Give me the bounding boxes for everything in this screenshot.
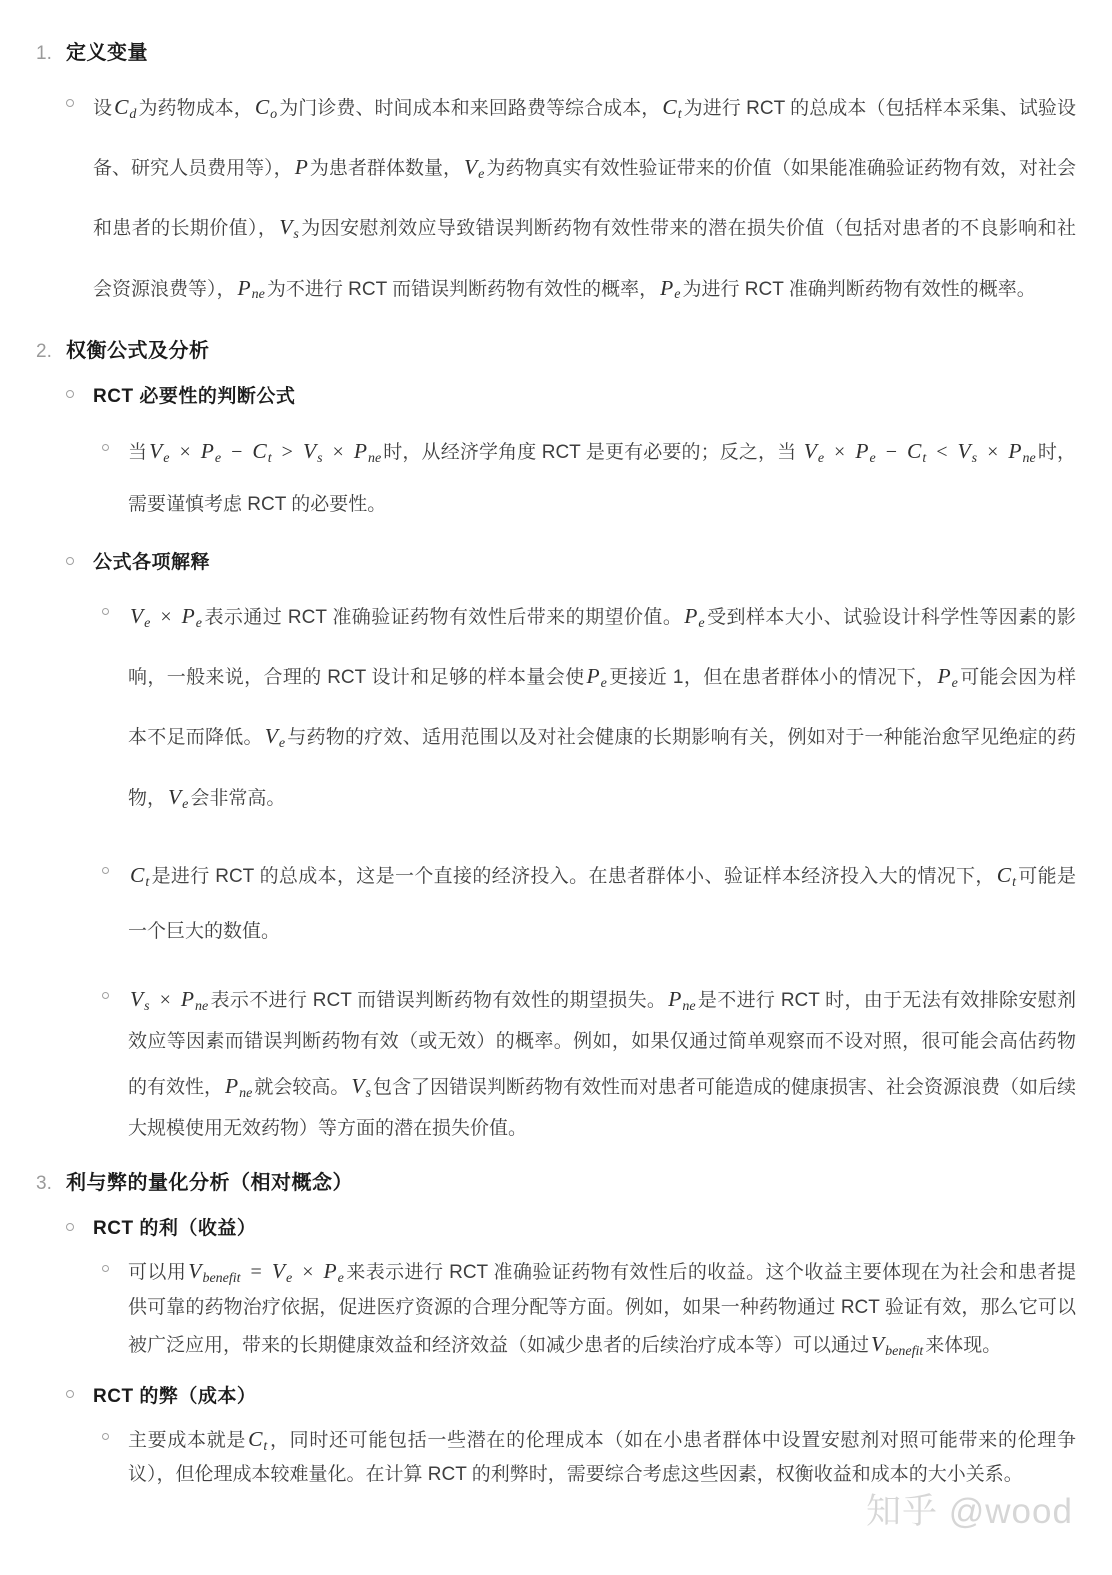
list-item	[102, 1252, 1076, 1363]
math-var: $P_e$	[937, 664, 958, 692]
bullet-icon	[66, 557, 74, 565]
subsection-heading	[66, 547, 1076, 574]
math-var: $V_e$	[464, 155, 485, 183]
subsection	[66, 1213, 1076, 1363]
section-3	[36, 1166, 1076, 1492]
math-operator: −	[885, 440, 897, 463]
section-2	[36, 334, 1076, 1151]
math-var: $V_{benefit}$	[188, 1259, 241, 1287]
section-heading	[36, 334, 1076, 363]
math-var: $P_e$	[200, 438, 222, 466]
math-var: $P_{ne}$	[225, 1074, 253, 1102]
math-var: $P_{ne}$	[668, 987, 696, 1015]
section-title: 权衡公式及分析	[66, 339, 210, 362]
math-formula	[802, 438, 1038, 466]
math-operator: ×	[179, 440, 191, 463]
paragraph-text: 主要成本就是$C_t$ ，同时还可能包括一些潜在的伦理成本（如在小患者群体中设置安慰剂对照可能带来的伦理争议），但伦理成本较难量化。在计算 RCT 的利弊时，需要综合考虑这些因素，权衡收益和成本的大小关系。	[128, 1426, 1076, 1486]
paragraph-text: $V_e \times P_e$ 表示通过 RCT 准确验证药物有效性后带来的期望价值。$P_e$ 受到样本大小、试验设计科学性等因素的影响，一般来说，合理的 RCT 设计和足够的样本量会使$P_e$ 更接近 1，但在患者群体小的情况下，$P_e$ 可能会因为样本不足而降低。$V_e$ 与药物的疗效、适用范围以及对社会健康的长期影响有关，例如对于一种能治愈罕见绝症的药物，$V_e$ 会非常高。	[128, 604, 1076, 812]
math-var: $V_s$	[351, 1074, 371, 1102]
subsection-title: 公式各项解释	[93, 552, 211, 574]
section-title: 定义变量	[66, 42, 148, 64]
paragraph-text: $V_s \times P_{ne}$ 表示不进行 RCT 而错误判断药物有效性的期望损失。$P_{ne}$ 是不进行 RCT 时，由于无法有效排除安慰剂效应等因素而错误判断药物有效（或无效）的概率。例如，如果仅通过简单观察而不设对照，很可能会高估药物的有效性，$P_{ne}$ 就会较高。$V_s$ 包含了因错误判断药物有效性而对患者可能造成的健康损害、社会资源浪费（如后续大规模使用无效药物）等方面的潜在损失价值。	[128, 987, 1077, 1140]
math-operator: −	[231, 440, 243, 463]
math-operator: ×	[332, 440, 344, 463]
math-operator: =	[250, 1261, 262, 1284]
math-var: $V_e$	[803, 438, 825, 466]
math-operator: >	[281, 440, 293, 463]
section-title: 利与弊的量化分析（相对概念）	[66, 1172, 353, 1195]
bullet-icon	[66, 1390, 74, 1398]
list-item	[102, 1420, 1076, 1492]
math-operator: <	[936, 440, 948, 463]
math-var: $P_{ne}$	[237, 275, 265, 303]
math-var: $V_{benefit}$	[871, 1331, 924, 1359]
list-item	[102, 976, 1076, 1150]
paragraph-text: $C_t$ 是进行 RCT 的总成本，这是一个直接的经济投入。在患者群体小、验证样本经济投入大的情况下，$C_t$ 可能是一个巨大的数值。	[128, 862, 1076, 942]
math-var: $C_t$	[248, 1426, 268, 1454]
watermark: 知乎 @wood	[866, 1492, 1073, 1531]
bullet-icon	[102, 1433, 109, 1440]
section-heading	[36, 1166, 1076, 1195]
bullet-icon	[102, 608, 109, 615]
subsection-body	[102, 1252, 1076, 1363]
subsection-title: RCT 必要性的判断公式	[93, 385, 296, 407]
math-var: $P_{ne}$	[1008, 438, 1036, 466]
math-var: $P_e$	[660, 275, 681, 303]
subsection	[66, 381, 1076, 529]
math-var: $V_s$	[957, 438, 978, 466]
list-number: 3.	[36, 1173, 52, 1195]
math-operator: ×	[302, 1261, 314, 1284]
section-heading	[36, 36, 1076, 65]
math-var: $C_d$	[114, 95, 137, 122]
math-var: $C_t$	[996, 862, 1016, 890]
subsection-body	[102, 424, 1076, 529]
section-body	[66, 77, 1076, 318]
math-var: P	[294, 155, 308, 180]
paragraph-text: 可以用$V_{benefit} = V_e \times P_e$ 来表示进行 RCT 准确验证药物有效性后的收益。这个收益主要体现在为社会和患者提供可靠的药物治疗依据，促进医疗资源的合理分配等方面。例如，如果一种药物通过 RCT 验证有效，那么它可以被广泛应用，带来的长期健康效益和经济效益（如减少患者的后续治疗成本等）可以通过$V_{benefit}$ 来体现。	[128, 1259, 1076, 1359]
section-1	[36, 36, 1076, 318]
bullet-icon	[102, 992, 109, 999]
subsection-body	[102, 1420, 1076, 1492]
section-body	[66, 381, 1076, 1151]
math-var: $V_s$	[279, 215, 299, 243]
math-var: $P_e$	[181, 604, 202, 631]
bullet-icon	[66, 99, 74, 107]
math-var: $C_o$	[254, 95, 278, 122]
list-item	[102, 586, 1076, 827]
math-var: $P_e$	[855, 438, 876, 466]
bullet-icon	[102, 1265, 109, 1272]
math-operator: ×	[159, 989, 171, 1012]
subsection	[66, 1381, 1076, 1492]
math-var: $C_t$	[662, 95, 682, 122]
math-var: $V_s$	[130, 987, 150, 1015]
math-var: $C_t$	[130, 862, 150, 890]
math-formula	[128, 604, 204, 631]
math-var: $P_e$	[323, 1259, 344, 1287]
math-var: $P_{ne}$	[353, 438, 382, 466]
paragraph-text: 设$C_d$ 为药物成本，$C_o$ 为门诊费、时间成本和来回路费等综合成本，$C_t$ 为进行 RCT 的总成本（包括样本采集、试验设备、研究人员费用等），P 为患者群体数量，$V_e$ 为药物真实有效性验证带来的价值（如果能准确验证药物有效，对社会和患者的长期价值），$V_s$ 为因安慰剂效应导致错误判断药物有效性带来的潜在损失价值（包括对患者的不良影响和社会资源浪费等），$P_{ne}$ 为不进行 RCT 而错误判断药物有效性的概率，$P_e$ 为进行 RCT 准确判断药物有效性的概率。	[93, 95, 1076, 303]
subsection-title: RCT 的利（收益）	[93, 1218, 257, 1240]
section-body	[66, 1213, 1076, 1492]
bullet-icon	[102, 444, 109, 451]
subsection-title: RCT 的弊（成本）	[93, 1385, 257, 1407]
list-item	[102, 845, 1076, 958]
list-item	[66, 77, 1076, 318]
math-var: $P_{ne}$	[180, 987, 209, 1015]
subsection	[66, 547, 1076, 1150]
list-item	[102, 424, 1076, 529]
subsection-heading	[66, 1213, 1076, 1240]
math-var: $V_e$	[168, 784, 189, 812]
paragraph-text: 当$V_e \times P_e - C_t > V_s \times P_{ne}$ 时，从经济学角度 RCT 是更有必要的；反之，当 $V_e \times P_e - C_t < V_s \times P_{ne}$ 时，需要谨慎考虑 RCT 的必要性。	[128, 438, 1076, 515]
math-var: $V_e$	[149, 438, 170, 466]
bullet-icon	[66, 1223, 74, 1231]
math-formula	[128, 987, 210, 1015]
outline-list	[36, 36, 1076, 1492]
math-formula	[186, 1259, 346, 1287]
subsection-body	[102, 586, 1076, 1150]
math-operator: ×	[834, 440, 846, 463]
math-var: $P_e$	[586, 664, 607, 692]
math-formula	[147, 438, 383, 466]
bullet-icon	[66, 390, 74, 398]
math-var: $P_e$	[684, 604, 705, 631]
list-number: 2.	[36, 340, 52, 362]
math-var: $C_t$	[252, 438, 272, 466]
math-operator: ×	[160, 606, 172, 629]
math-var: $V_e$	[271, 1259, 293, 1287]
bullet-icon	[102, 867, 109, 874]
list-number: 1.	[36, 43, 52, 64]
math-var: $V_s$	[302, 438, 323, 466]
subsection-heading	[66, 1381, 1076, 1408]
math-var: $V_e$	[130, 604, 151, 631]
math-var: $V_e$	[264, 724, 286, 752]
math-operator: ×	[987, 440, 999, 463]
math-var: $C_t$	[906, 438, 927, 466]
subsection-heading	[66, 381, 1076, 408]
